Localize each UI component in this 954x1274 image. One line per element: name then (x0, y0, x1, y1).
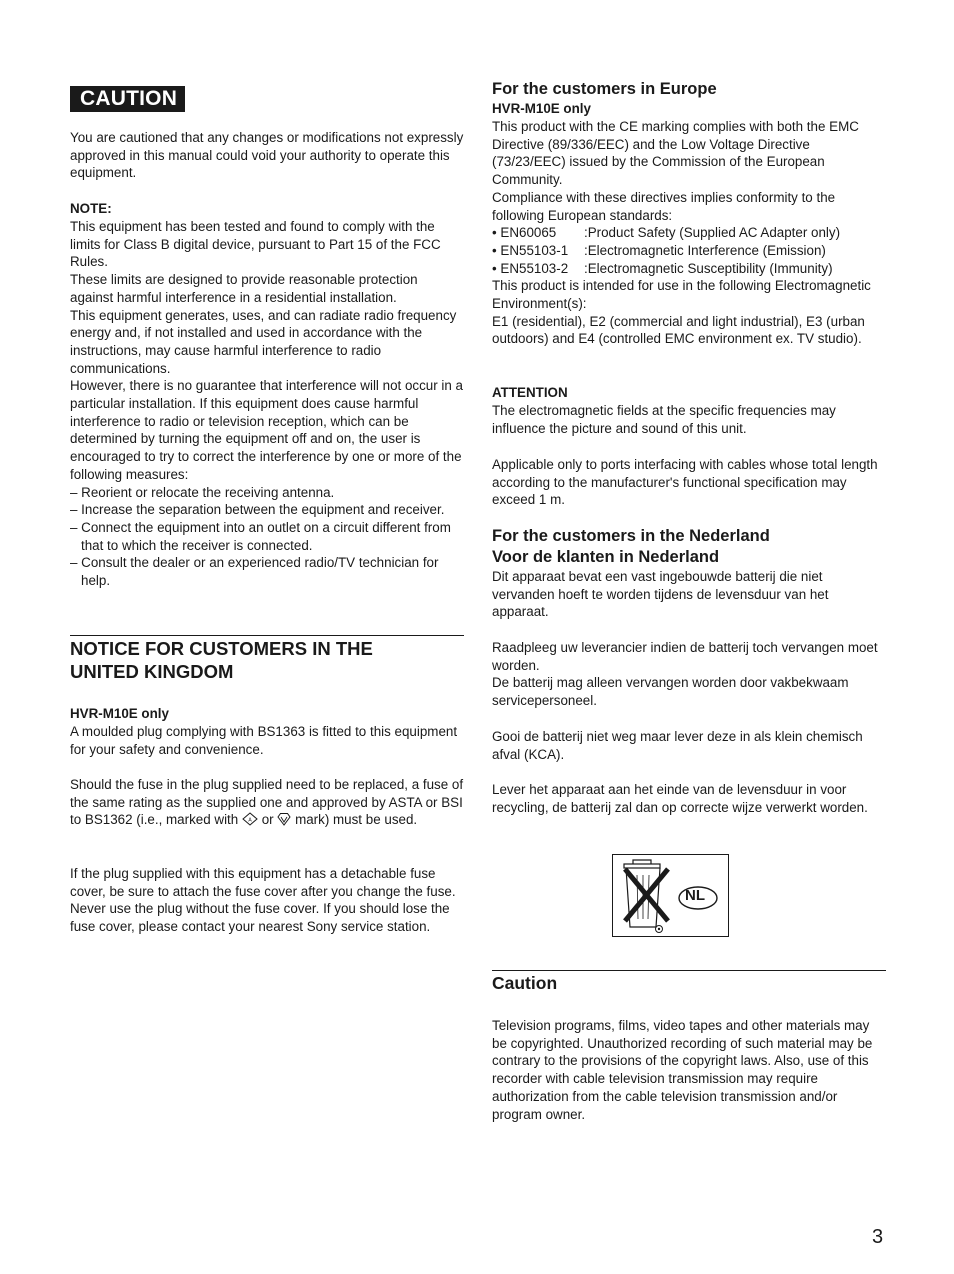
uk-fuse-or: or (261, 812, 274, 828)
uk-heading-line: UNITED KINGDOM (70, 661, 234, 682)
attention-paragraph: Applicable only to ports interfacing with cables whose total length according to the manufacturer's functional specification may exceed 1 m. (492, 457, 878, 508)
uk-paragraph: If the plug supplied with this equipment has a detachable fuse cover, be sure to attach the fuse cover after you change the fuse. Never use the plug without the fuse cover. If you should lose the fuse cover, please contact your nearest Sony service station. (70, 866, 456, 935)
nederland-body (492, 639, 886, 710)
europe-heading: For the customers in Europe (492, 80, 717, 98)
standard-code: • EN55103-2 (492, 260, 569, 276)
nederland-paragraph: De batterij mag alleen vervangen worden door vakbekwaam servicepersoneel. (492, 675, 849, 709)
measure-item: – Consult the dealer or an experienced radio/TV technician for help. (70, 555, 439, 589)
caution-intro: You are cautioned that any changes or modifications not expressly approved in this manual could void your authority to operate this equipment. (70, 130, 464, 181)
note-paragraph: These limits are designed to provide reasonable protection against harmful interference in a residential installation. (70, 272, 418, 305)
note-paragraph: However, there is no guarantee that interference will not occur in a particular installation. If this equipment does cause harmful interference to radio or television reception, which can be determined by turning the equipment off and on, the user is encouraged to try to correct the interference by one or more of the following measures: (70, 378, 464, 482)
nederland-paragraph: Dit apparaat bevat een vast ingebouwde batterij die niet vervanden hoeft te worden tijdens de levensduur van het apparaat. (492, 569, 829, 620)
copyright-caution-paragraph: Television programs, films, video tapes and other materials may be copyrighted. Unauthorized recording of such material may be contrary to the provisions of the copyright laws. Also, use of this recorder with cable television transmission may require authorization from the cable television transmission and/or program owner. (492, 1018, 873, 1122)
europe-paragraph: Compliance with these directives implies conformity to the following European standards: (492, 189, 836, 223)
section-divider (70, 635, 464, 636)
measure-item: – Connect the equipment into an outlet on a circuit different from that to which the receiver is connected. (70, 519, 451, 553)
note-paragraph: This equipment has been tested and found to comply with the limits for Class B digital device, pursuant to Part 15 of the FCC Rules. (70, 219, 441, 270)
standard-code: • EN60065 (492, 225, 557, 241)
caution-title: CAUTION (70, 86, 185, 112)
attention-heading: ATTENTION (492, 385, 568, 400)
section-divider (492, 970, 886, 971)
standard-desc: :Electromagnetic Interference (Emission) (584, 242, 826, 258)
page-number: 3 (872, 1226, 884, 1248)
uk-paragraph: A moulded plug complying with BS1363 is fitted to this equipment for your safety and convenience. (70, 724, 458, 757)
uk-heading-line: NOTICE FOR CUSTOMERS IN THE (70, 638, 373, 659)
nederland-heading-line: For the customers in the Nederland (492, 527, 770, 545)
nederland-paragraph: Gooi de batterij niet weg maar lever deze in als klein chemisch afval (KCA). (492, 729, 863, 762)
note-body (70, 218, 464, 590)
standard-code: • EN55103-1 (492, 242, 569, 258)
nederland-paragraph: Lever het apparaat aan het einde van de levensduur in voor recycling, de batterij zal dan op correcte wijze verwerkt worden. (492, 782, 868, 815)
standard-row (492, 224, 886, 242)
nederland-heading-line: Voor de klanten in Nederland (492, 548, 720, 566)
attention-paragraph: The electromagnetic fields at the specific frequencies may influence the picture and sound of this unit. (492, 403, 836, 436)
europe-paragraph: E1 (residential), E2 (commercial and light industrial), E3 (urban outdoors) and E4 (controlled EMC environment ex. TV studio). (492, 313, 865, 347)
bsi-kitemark-icon (277, 812, 291, 831)
nederland-paragraph: Raadpleeg uw leverancier indien de batterij toch vervangen moet worden. (492, 640, 878, 673)
uk-heading (70, 637, 464, 683)
standard-row (492, 242, 886, 260)
standard-row (492, 260, 886, 278)
uk-model-note: HVR-M10E only (70, 706, 169, 721)
asta-mark-icon (242, 812, 258, 831)
note-heading: NOTE: (70, 201, 112, 216)
uk-fuse-paragraph (70, 776, 464, 830)
europe-body (492, 118, 886, 348)
nederland-heading (492, 526, 886, 568)
svg-text:A: A (248, 817, 252, 823)
caution-heading: Caution (492, 973, 558, 993)
nl-symbol-label: NL (685, 887, 705, 904)
measure-item: – Increase the separation between the equipment and receiver. (70, 502, 445, 518)
europe-paragraph: This product is intended for use in the following Electromagnetic Environment(s): (492, 278, 871, 312)
uk-fuse-text: Should the fuse in the plug supplied need to be replaced, a fuse of the same rating as the supplied one and approved by ASTA or BSI to BS1362 (i.e., marked with (70, 777, 464, 828)
battery-disposal-symbol (612, 854, 729, 937)
europe-model-note: HVR-M10E only (492, 101, 591, 116)
uk-fuse-text-end: mark) must be used. (295, 812, 418, 828)
standard-desc: :Product Safety (Supplied AC Adapter only) (584, 225, 841, 241)
measure-item: – Reorient or relocate the receiving antenna. (70, 484, 335, 500)
europe-paragraph: This product with the CE marking complies with both the EMC Directive (89/336/EEC) and the Low Voltage Directive (73/23/EEC) issued by the Commission of the European Community. (492, 119, 859, 188)
note-paragraph: This equipment generates, uses, and can radiate radio frequency energy and, if not installed and used in accordance with the instructions, may cause harmful interference to radio communications. (70, 307, 457, 376)
crossed-bin-icon (613, 855, 728, 936)
standard-desc: :Electromagnetic Susceptibility (Immunity) (584, 260, 833, 276)
